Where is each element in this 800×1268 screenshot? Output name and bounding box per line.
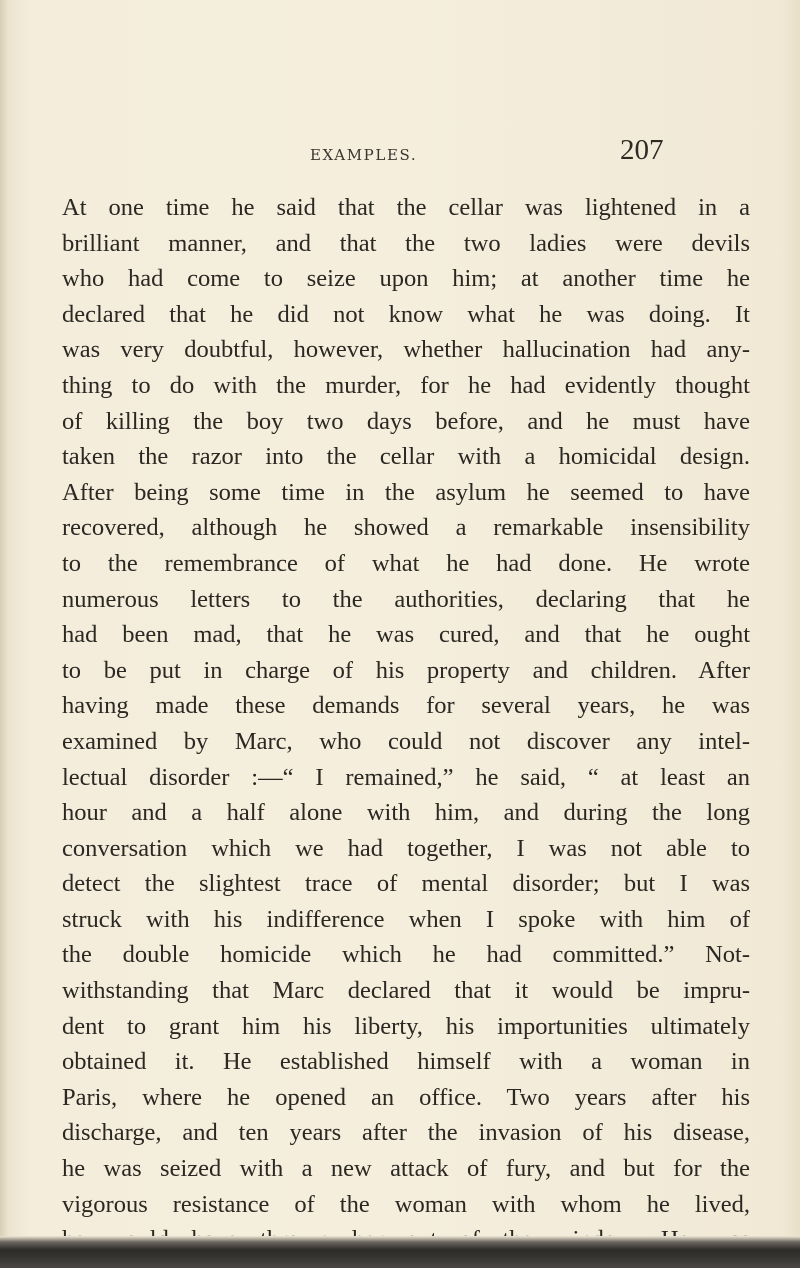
text-line: discharge, and ten years after the invasion of his disease, — [62, 1119, 750, 1147]
text-line: declared that he did not know what he was doing. It — [62, 300, 750, 328]
text-line: to the remembrance of what he had done. He wrote — [62, 549, 750, 577]
text-line: who had come to seize upon him; at another time he — [62, 265, 750, 293]
text-line: obtained it. He established himself with a woman in — [62, 1048, 750, 1076]
text-line: of killing the boy two days before, and he must have — [62, 407, 750, 435]
text-line: After being some time in the asylum he seemed to have — [62, 478, 750, 506]
page-header — [0, 134, 800, 178]
text-line: vigorous resistance of the woman with whom he lived, — [62, 1190, 750, 1218]
text-line: At one time he said that the cellar was lightened in a — [62, 194, 750, 221]
text-line: had been mad, that he was cured, and that he ought — [62, 621, 750, 649]
text-line: was very doubtful, however, whether hallucination had any- — [62, 336, 750, 364]
text-line: Paris, where he opened an office. Two years after his — [62, 1083, 750, 1111]
text-line: he was seized with a new attack of fury, and but for the — [62, 1155, 750, 1183]
text-line: lectual disorder :—“ I remained,” he said, “ at least an — [62, 763, 750, 791]
text-line: having made these demands for several years, he was — [62, 692, 750, 720]
page-number: 207 — [620, 134, 664, 166]
text-line: examined by Marc, who could not discover any intel- — [62, 727, 750, 755]
text-line: dent to grant him his liberty, his importunities ultimately — [62, 1012, 750, 1040]
text-line: struck with his indifference when I spoke with him of — [62, 905, 750, 933]
text-line: conversation which we had together, I was not able to — [62, 834, 750, 862]
text-line: recovered, although he showed a remarkable insensibility — [62, 514, 750, 542]
text-line: detect the slightest trace of mental disorder; but I was — [62, 870, 750, 898]
scan-bottom-edge — [0, 1236, 800, 1268]
text-line: to be put in charge of his property and children. After — [62, 656, 750, 684]
text-line: hour and a half alone with him, and during the long — [62, 799, 750, 827]
text-line: brilliant manner, and that the two ladies were devils — [62, 229, 750, 257]
running-head: EXAMPLES. — [310, 146, 418, 164]
text-line: the double homicide which he had committed.” Not- — [62, 941, 750, 969]
text-line: withstanding that Marc declared that it would be impru- — [62, 977, 750, 1005]
text-line: thing to do with the murder, for he had evidently thought — [62, 371, 750, 399]
text-line: taken the razor into the cellar with a homicidal design. — [62, 443, 750, 471]
text-line: numerous letters to the authorities, declaring that he — [62, 585, 750, 613]
body-text — [62, 190, 750, 1258]
page-gutter-shadow — [0, 0, 8, 1268]
